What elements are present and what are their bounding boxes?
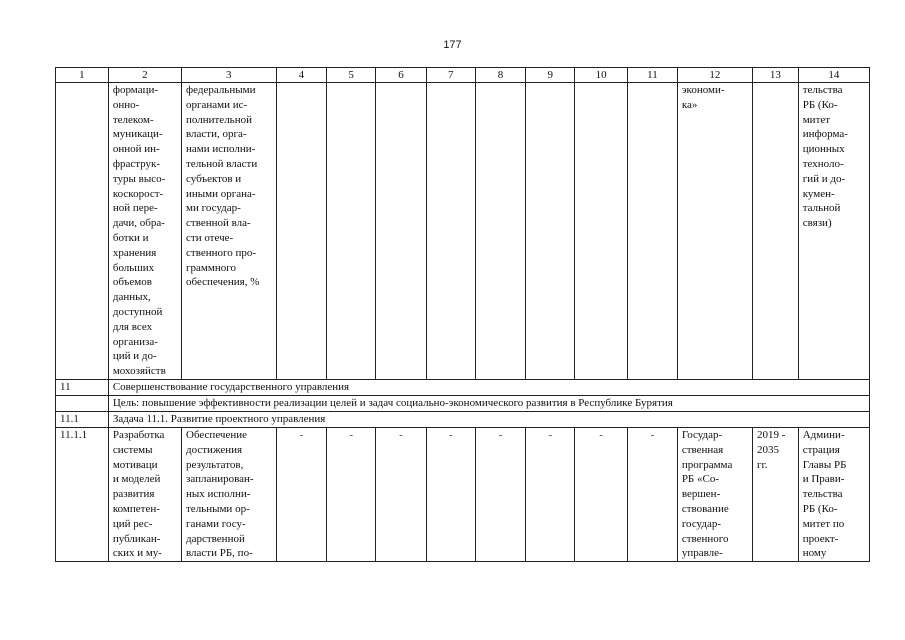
cell-value bbox=[327, 83, 376, 380]
cell-value: - bbox=[376, 427, 427, 561]
col-header: 8 bbox=[475, 68, 526, 83]
col-header: 4 bbox=[276, 68, 327, 83]
cell-value: - bbox=[575, 427, 628, 561]
cell-program: экономи- ка» bbox=[677, 83, 752, 380]
task-title: Задача 11.1. Развитие проектного управления bbox=[108, 411, 869, 427]
cell-value: - bbox=[426, 427, 475, 561]
col-header: 12 bbox=[677, 68, 752, 83]
cell-indicator-description: федеральными органами ис- полнительной власти, орга- нами исполни- тельной власти субъектов и иными органа- ми государ- ственной вла- сти отече- ственного про- граммного обеспечения, % bbox=[182, 83, 277, 380]
cell-responsible: тельства РБ (Ко- митет информа- ционных техноло- гий и до- кумен- тальной связи) bbox=[798, 83, 869, 380]
cell-value bbox=[276, 83, 327, 380]
cell-number: 11.1.1 bbox=[56, 427, 109, 561]
section-number: 11 bbox=[56, 379, 109, 395]
col-header: 13 bbox=[753, 68, 799, 83]
task-number: 11.1 bbox=[56, 411, 109, 427]
cell-period: 2019 - 2035 гг. bbox=[753, 427, 799, 561]
cell-indicator-name: формаци- онно- телеком- муникаци- онной ин- фраструк- туры высо- коскорост- ной пере- дачи, обра- ботки и хранения больших объемов данных, доступной для всех организа- ций и до- мохозяйств bbox=[108, 83, 181, 380]
table-row-11-1-1 bbox=[56, 427, 870, 561]
cell-measure-name: Разработка системы мотиваци и моделей развития компетен- ций рес- публикан- ских и му- bbox=[108, 427, 181, 561]
col-header: 11 bbox=[628, 68, 678, 83]
cell-value: - bbox=[276, 427, 327, 561]
col-header: 9 bbox=[526, 68, 575, 83]
page-number: 177 bbox=[443, 39, 462, 51]
cell-value bbox=[426, 83, 475, 380]
col-header: 3 bbox=[182, 68, 277, 83]
section-row bbox=[56, 379, 870, 395]
cell-value bbox=[475, 83, 526, 380]
cell-value: - bbox=[327, 427, 376, 561]
cell-responsible: Админи- страция Главы РБ и Прави- тельства РБ (Ко- митет по проект- ному bbox=[798, 427, 869, 561]
cell-period bbox=[753, 83, 799, 380]
col-header: 1 bbox=[56, 68, 109, 83]
section-title: Совершенствование государственного управления bbox=[108, 379, 869, 395]
cell-value bbox=[628, 83, 678, 380]
col-header: 14 bbox=[798, 68, 869, 83]
goal-row bbox=[56, 395, 870, 411]
cell-value: - bbox=[526, 427, 575, 561]
goal-number bbox=[56, 395, 109, 411]
col-header: 10 bbox=[575, 68, 628, 83]
cell-value: - bbox=[628, 427, 678, 561]
cell-value: - bbox=[475, 427, 526, 561]
col-header: 5 bbox=[327, 68, 376, 83]
col-header: 2 bbox=[108, 68, 181, 83]
cell-value bbox=[526, 83, 575, 380]
header-row bbox=[56, 68, 870, 83]
cell-program: Государ- ственная программа РБ «Со- вершен- ствование государ- ственного управле- bbox=[677, 427, 752, 561]
cell-number bbox=[56, 83, 109, 380]
table-row-continuation bbox=[56, 83, 870, 380]
cell-value bbox=[376, 83, 427, 380]
program-table bbox=[55, 67, 870, 562]
col-header: 7 bbox=[426, 68, 475, 83]
cell-measure-description: Обеспечение достижения результатов, запланирован- ных исполни- тельными ор- ганами госу- дарственной власти РБ, по- bbox=[182, 427, 277, 561]
cell-value bbox=[575, 83, 628, 380]
task-row bbox=[56, 411, 870, 427]
col-header: 6 bbox=[376, 68, 427, 83]
goal-text: Цель: повышение эффективности реализации целей и задач социально-экономического развития в Республике Бурятия bbox=[108, 395, 869, 411]
